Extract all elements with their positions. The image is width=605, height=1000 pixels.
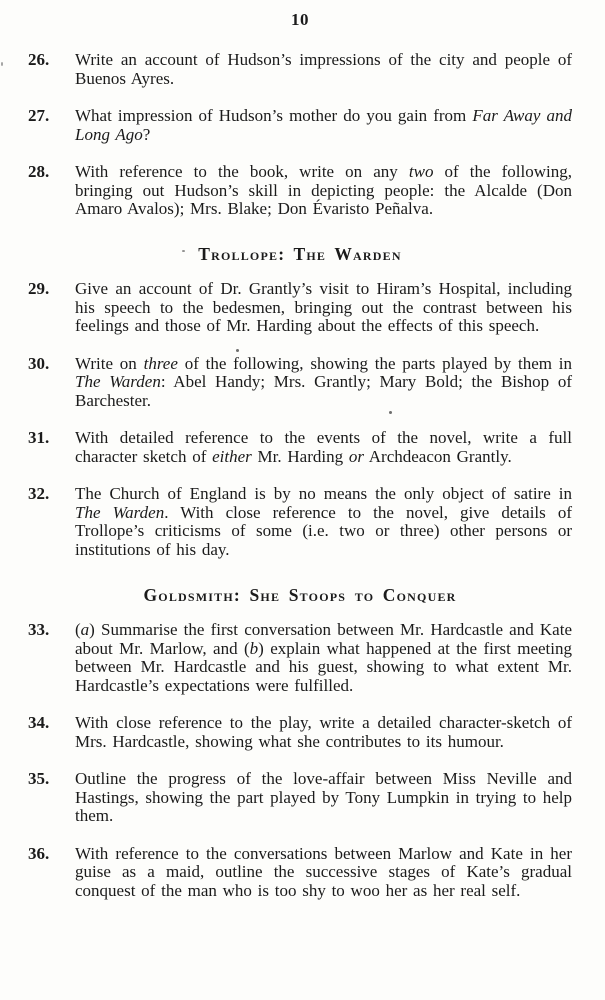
question-number: 36. <box>28 843 50 863</box>
question-text: Outline the progress of the love-affair between Miss Neville and Hastings, showing the part played by Tony Lumpkin in trying to help them. <box>75 769 572 826</box>
question-number: 28. <box>28 161 50 181</box>
question-item <box>28 355 572 411</box>
scan-speck <box>182 250 185 252</box>
question-text: With detailed reference to the events of the novel, write a full character sketch of either Mr. Harding or Archdeacon Grantly. <box>75 428 572 466</box>
page-header <box>28 10 572 30</box>
question-item <box>28 621 572 696</box>
question-item <box>28 714 572 751</box>
page-number: 10 <box>291 10 309 29</box>
question-text: Write on three of the following, showing the parts played by them in The Warden: Abel Handy; Mrs. Grantly; Mary Bold; the Bishop of Barchester. <box>75 353 572 410</box>
scan-speck <box>389 411 392 414</box>
question-item <box>28 845 572 901</box>
question-number: 33. <box>28 619 50 639</box>
section-heading: Goldsmith: She Stoops to Conquer <box>143 584 457 605</box>
question-text: What impression of Hudson’s mother do you gain from Far Away and Long Ago? <box>75 105 572 144</box>
question-text: The Church of England is by no means the only object of satire in The Warden. With close reference to the novel, give details of Trollope’s criticisms of some (i.e. two or three) other persons or institutions of his day. <box>75 484 572 560</box>
question-item <box>28 51 572 88</box>
question-number: 29. <box>28 278 50 298</box>
question-number: 35. <box>28 769 50 789</box>
question-number: 27. <box>28 105 50 125</box>
question-text: With close reference to the play, write a detailed character-sketch of Mrs. Hardcastle, showing what she contributes to its humour. <box>75 713 572 751</box>
page-body <box>28 51 572 901</box>
question-text: Give an account of Dr. Grantly’s visit to Hiram’s Hospital, including his speech to the bedesmen, bringing out the contrast between his feelings and those of Mr. Harding about the effects of this speech. <box>75 278 572 336</box>
question-number: 31. <box>28 428 50 448</box>
question-item <box>28 163 572 219</box>
scan-speck <box>1 62 3 66</box>
question-item <box>28 770 572 826</box>
question-item <box>28 107 572 144</box>
question-number: 32. <box>28 484 50 504</box>
question-text: With reference to the book, write on any two of the following, bringing out Hudson’s skill in depicting people: the Alcalde (Don Amaro Avalos); Mrs. Blake; Don Évaristo Peñalva. <box>75 161 572 219</box>
question-item <box>28 485 572 560</box>
scan-speck <box>236 349 239 352</box>
question-item <box>28 429 572 466</box>
question-number: 26. <box>28 50 50 69</box>
section-heading: Trollope: The Warden <box>198 243 402 264</box>
question-item <box>28 280 572 336</box>
question-number: 34. <box>28 713 50 733</box>
question-text: (a) Summarise the first conversation between Mr. Hardcastle and Kate about Mr. Marlow, and (b) explain what happened at the first meeting between Mr. Hardcastle and his guest, showing to what extent Mr. Hardcastle’s expectations were fulfilled. <box>75 619 572 695</box>
question-number: 30. <box>28 353 50 373</box>
question-text: Write an account of Hudson’s impressions of the city and people of Buenos Ayres. <box>75 50 572 88</box>
question-text: With reference to the conversations between Marlow and Kate in her guise as a maid, outline the successive stages of Kate’s gradual conquest of the man who is too shy to woo her as her real self. <box>75 843 572 901</box>
